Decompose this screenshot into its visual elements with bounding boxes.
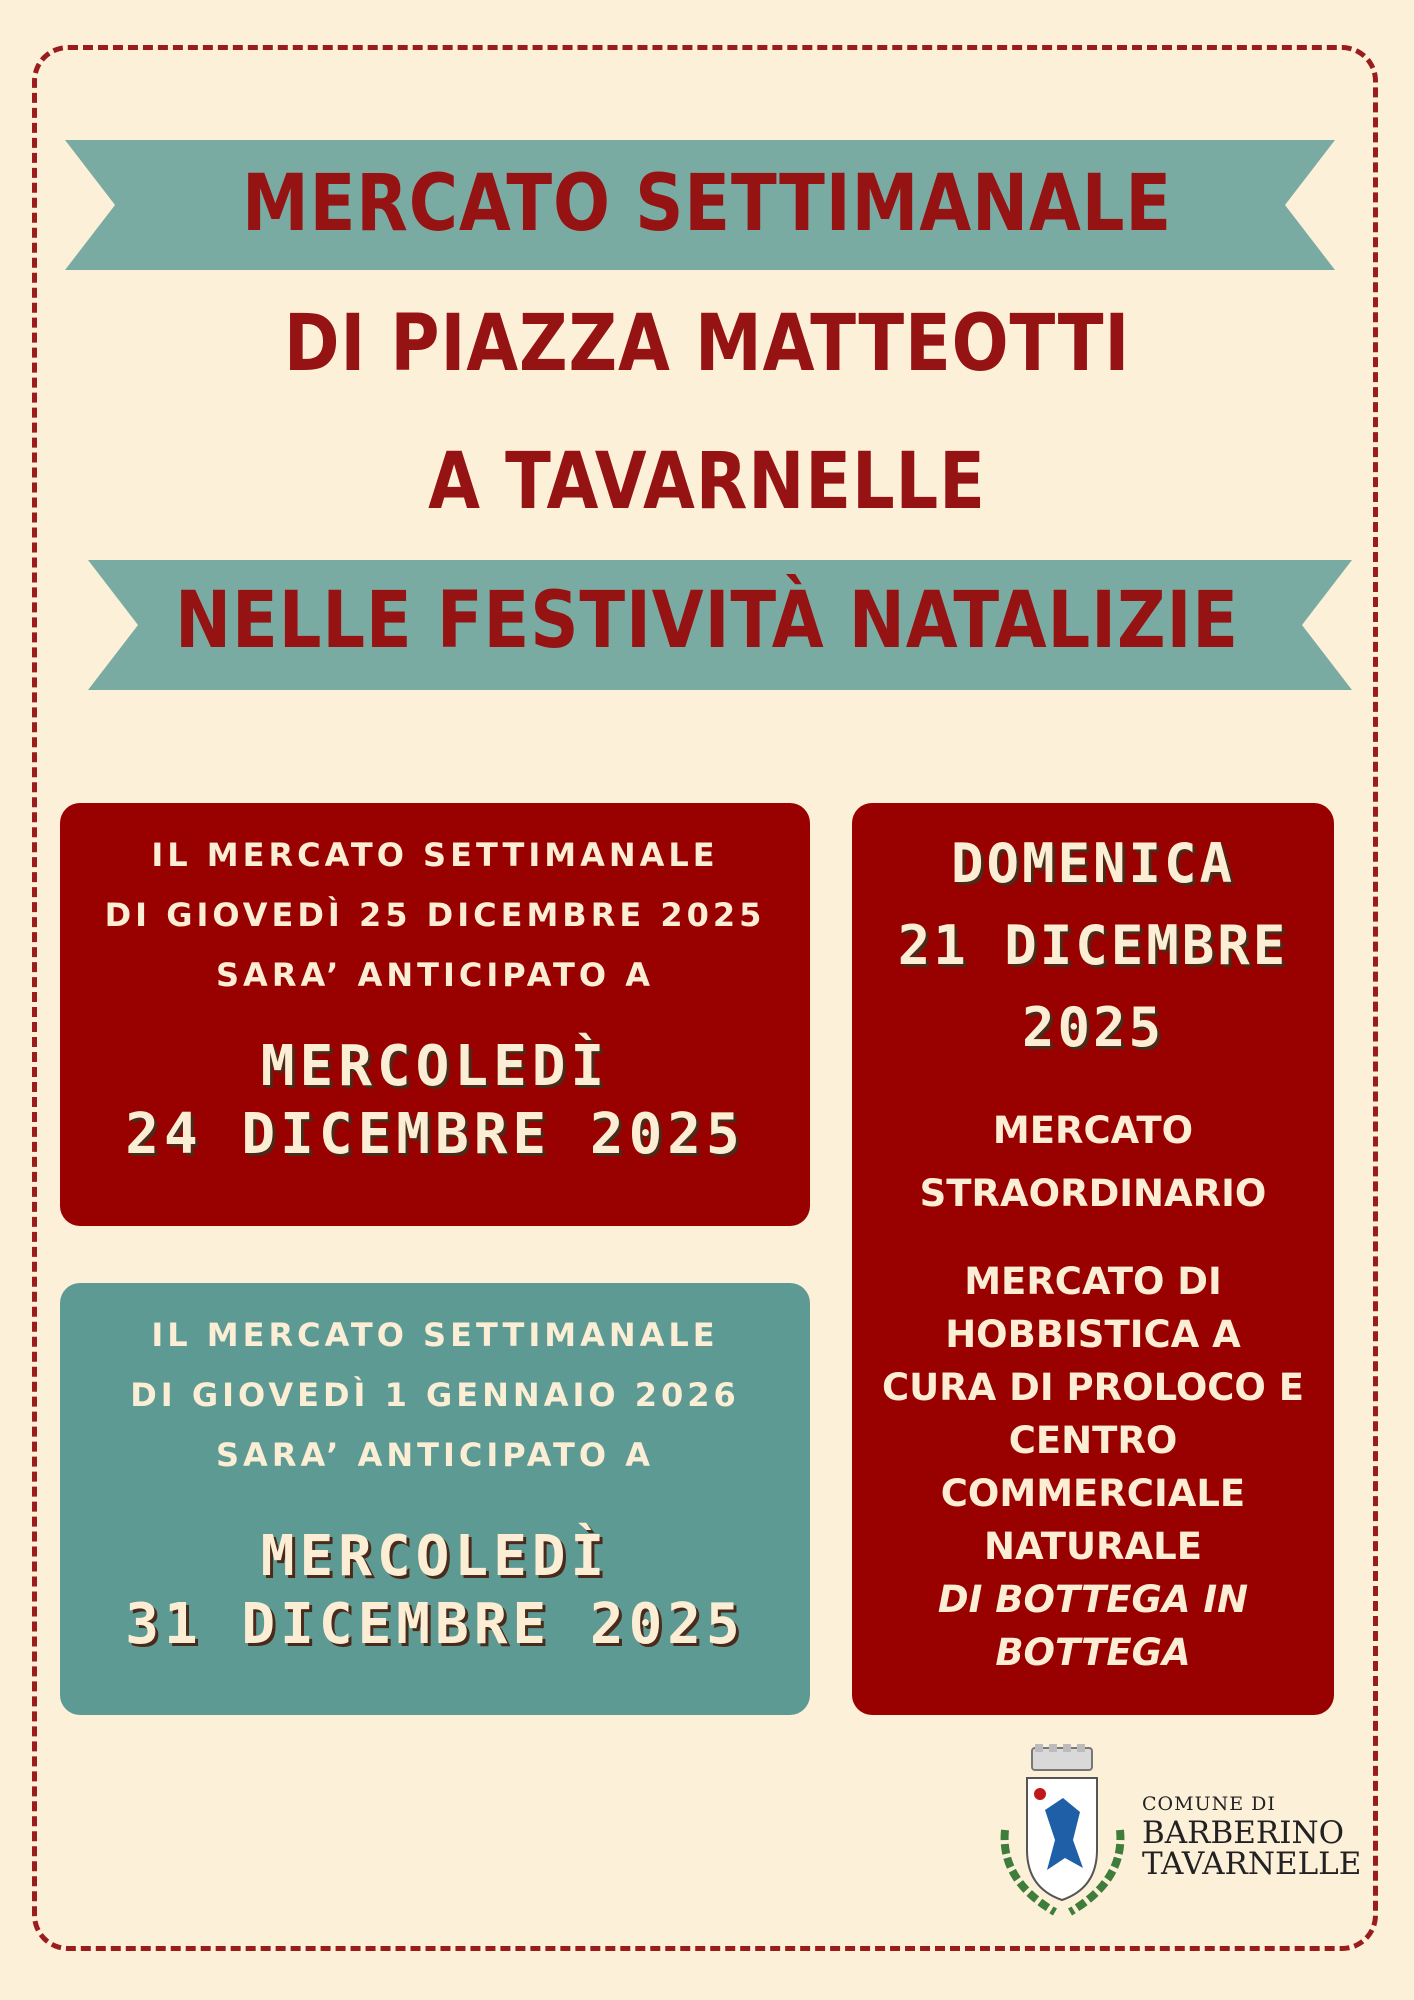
box2-date-line-1: MERCOLEDÌ [260,1524,610,1589]
box2-line-2: DI GIOVEDÌ 1 GENNAIO 2026 [130,1376,740,1414]
box2-date-line-2: 31 DICEMBRE 2025 [125,1592,745,1657]
title-line-2: DI PIAZZA MATTEOTTI [283,299,1131,389]
box3-day: DOMENICA [950,832,1236,895]
box1-date-line-1: MERCOLEDÌ [260,1034,610,1099]
box3-type-line-1: MERCATO [992,1109,1194,1152]
logo-text [1142,1795,1361,1880]
box2-line-3: SARA’ ANTICIPATO A [216,1436,654,1474]
logo-line-2: BARBERINO [1142,1815,1345,1851]
notice-box-new-year [60,1283,810,1715]
box3-desc-line-4: CENTRO [1008,1419,1178,1462]
notice-box-special-market [852,803,1334,1715]
box3-type-line-2: STRAORDINARIO [919,1172,1267,1215]
box3-desc-line-6: NATURALE [984,1525,1202,1568]
box3-desc-line-5: COMMERCIALE [940,1472,1246,1515]
box3-desc-line-1: MERCATO DI [964,1260,1222,1303]
title-line-3: A TAVARNELLE [428,437,986,527]
box3-date: 21 DICEMBRE [897,914,1289,977]
box1-line-1: IL MERCATO SETTIMANALE [151,836,719,874]
box2-line-1: IL MERCATO SETTIMANALE [151,1316,719,1354]
box3-year: 2025 [1021,996,1165,1059]
logo-line-1: COMUNE DI [1142,1793,1276,1815]
box3-desc-line-2: HOBBISTICA A [945,1313,1241,1356]
notice-box-christmas [60,803,810,1226]
title-line-4: NELLE FESTIVITÀ NATALIZIE [175,576,1239,666]
title-line-1: MERCATO SETTIMANALE [241,159,1173,249]
box1-line-2: DI GIOVEDÌ 25 DICEMBRE 2025 [104,896,766,934]
crown-icon [1032,1744,1092,1770]
box1-date-line-2: 24 DICEMBRE 2025 [125,1102,745,1167]
logo-line-3: TAVARNELLE [1142,1846,1362,1882]
box3-desc-line-7: DI BOTTEGA IN [937,1578,1249,1621]
box1-line-3: SARA’ ANTICIPATO A [216,956,654,994]
box3-desc-line-8: BOTTEGA [995,1631,1191,1674]
box3-desc-line-3: CURA DI PROLOCO E [881,1366,1305,1409]
